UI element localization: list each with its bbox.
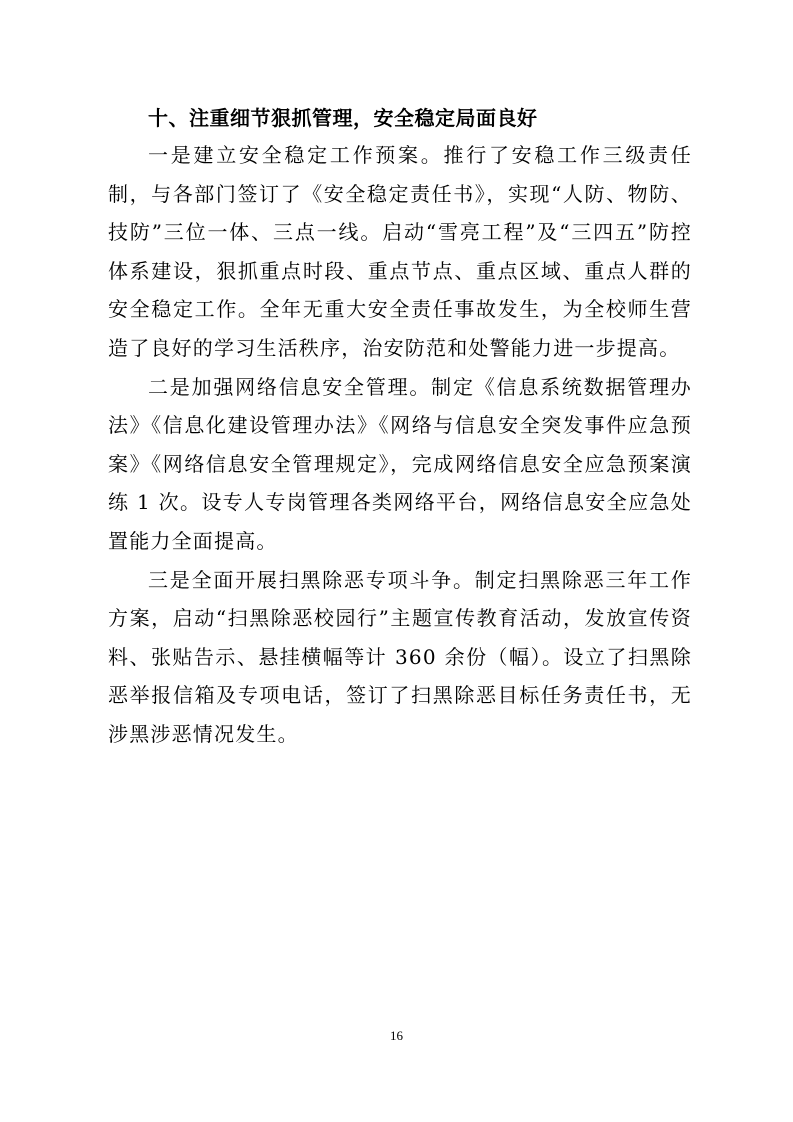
paragraph-security-plan: 一是建立安全稳定工作预案。推行了安稳工作三级责任制，与各部门签订了《安全稳定责任书》，实现“人防、物防、技防”三位一体、三点一线。启动“雪亮工程”及“三四五”防控体系建设，狠抓重点时段、重点节点、重点区域、重点人群的安全稳定工作。全年无重大安全责任事故发生，为全校师生营造了良好的学习生活秩序，治安防范和处警能力进一步提高。 bbox=[108, 143, 692, 360]
paragraph-anti-crime: 三是全面开展扫黑除恶专项斗争。制定扫黑除恶三年工作方案，启动“扫黑除恶校园行”主题宣传教育活动，发放宣传资料、张贴告示、悬挂横幅等计 360 余份（幅）。设立了扫黑除恶举报信箱及专项电话，签订了扫黑除恶目标任务责任书，无涉黑涉恶情况发生。 bbox=[108, 567, 692, 746]
page-number: 16 bbox=[390, 1028, 403, 1043]
section-heading: 十、注重细节狠抓管理，安全稳定局面良好 bbox=[148, 106, 538, 130]
document-body bbox=[108, 100, 692, 754]
paragraph-network-security: 二是加强网络信息安全管理。制定《信息系统数据管理办法》《信息化建设管理办法》《网络与信息安全突发事件应急预案》《网络信息安全管理规定》，完成网络信息安全应急预案演练 1 次。设专人专岗管理各类网络平台，网络信息安全应急处置能力全面提高。 bbox=[108, 374, 692, 553]
